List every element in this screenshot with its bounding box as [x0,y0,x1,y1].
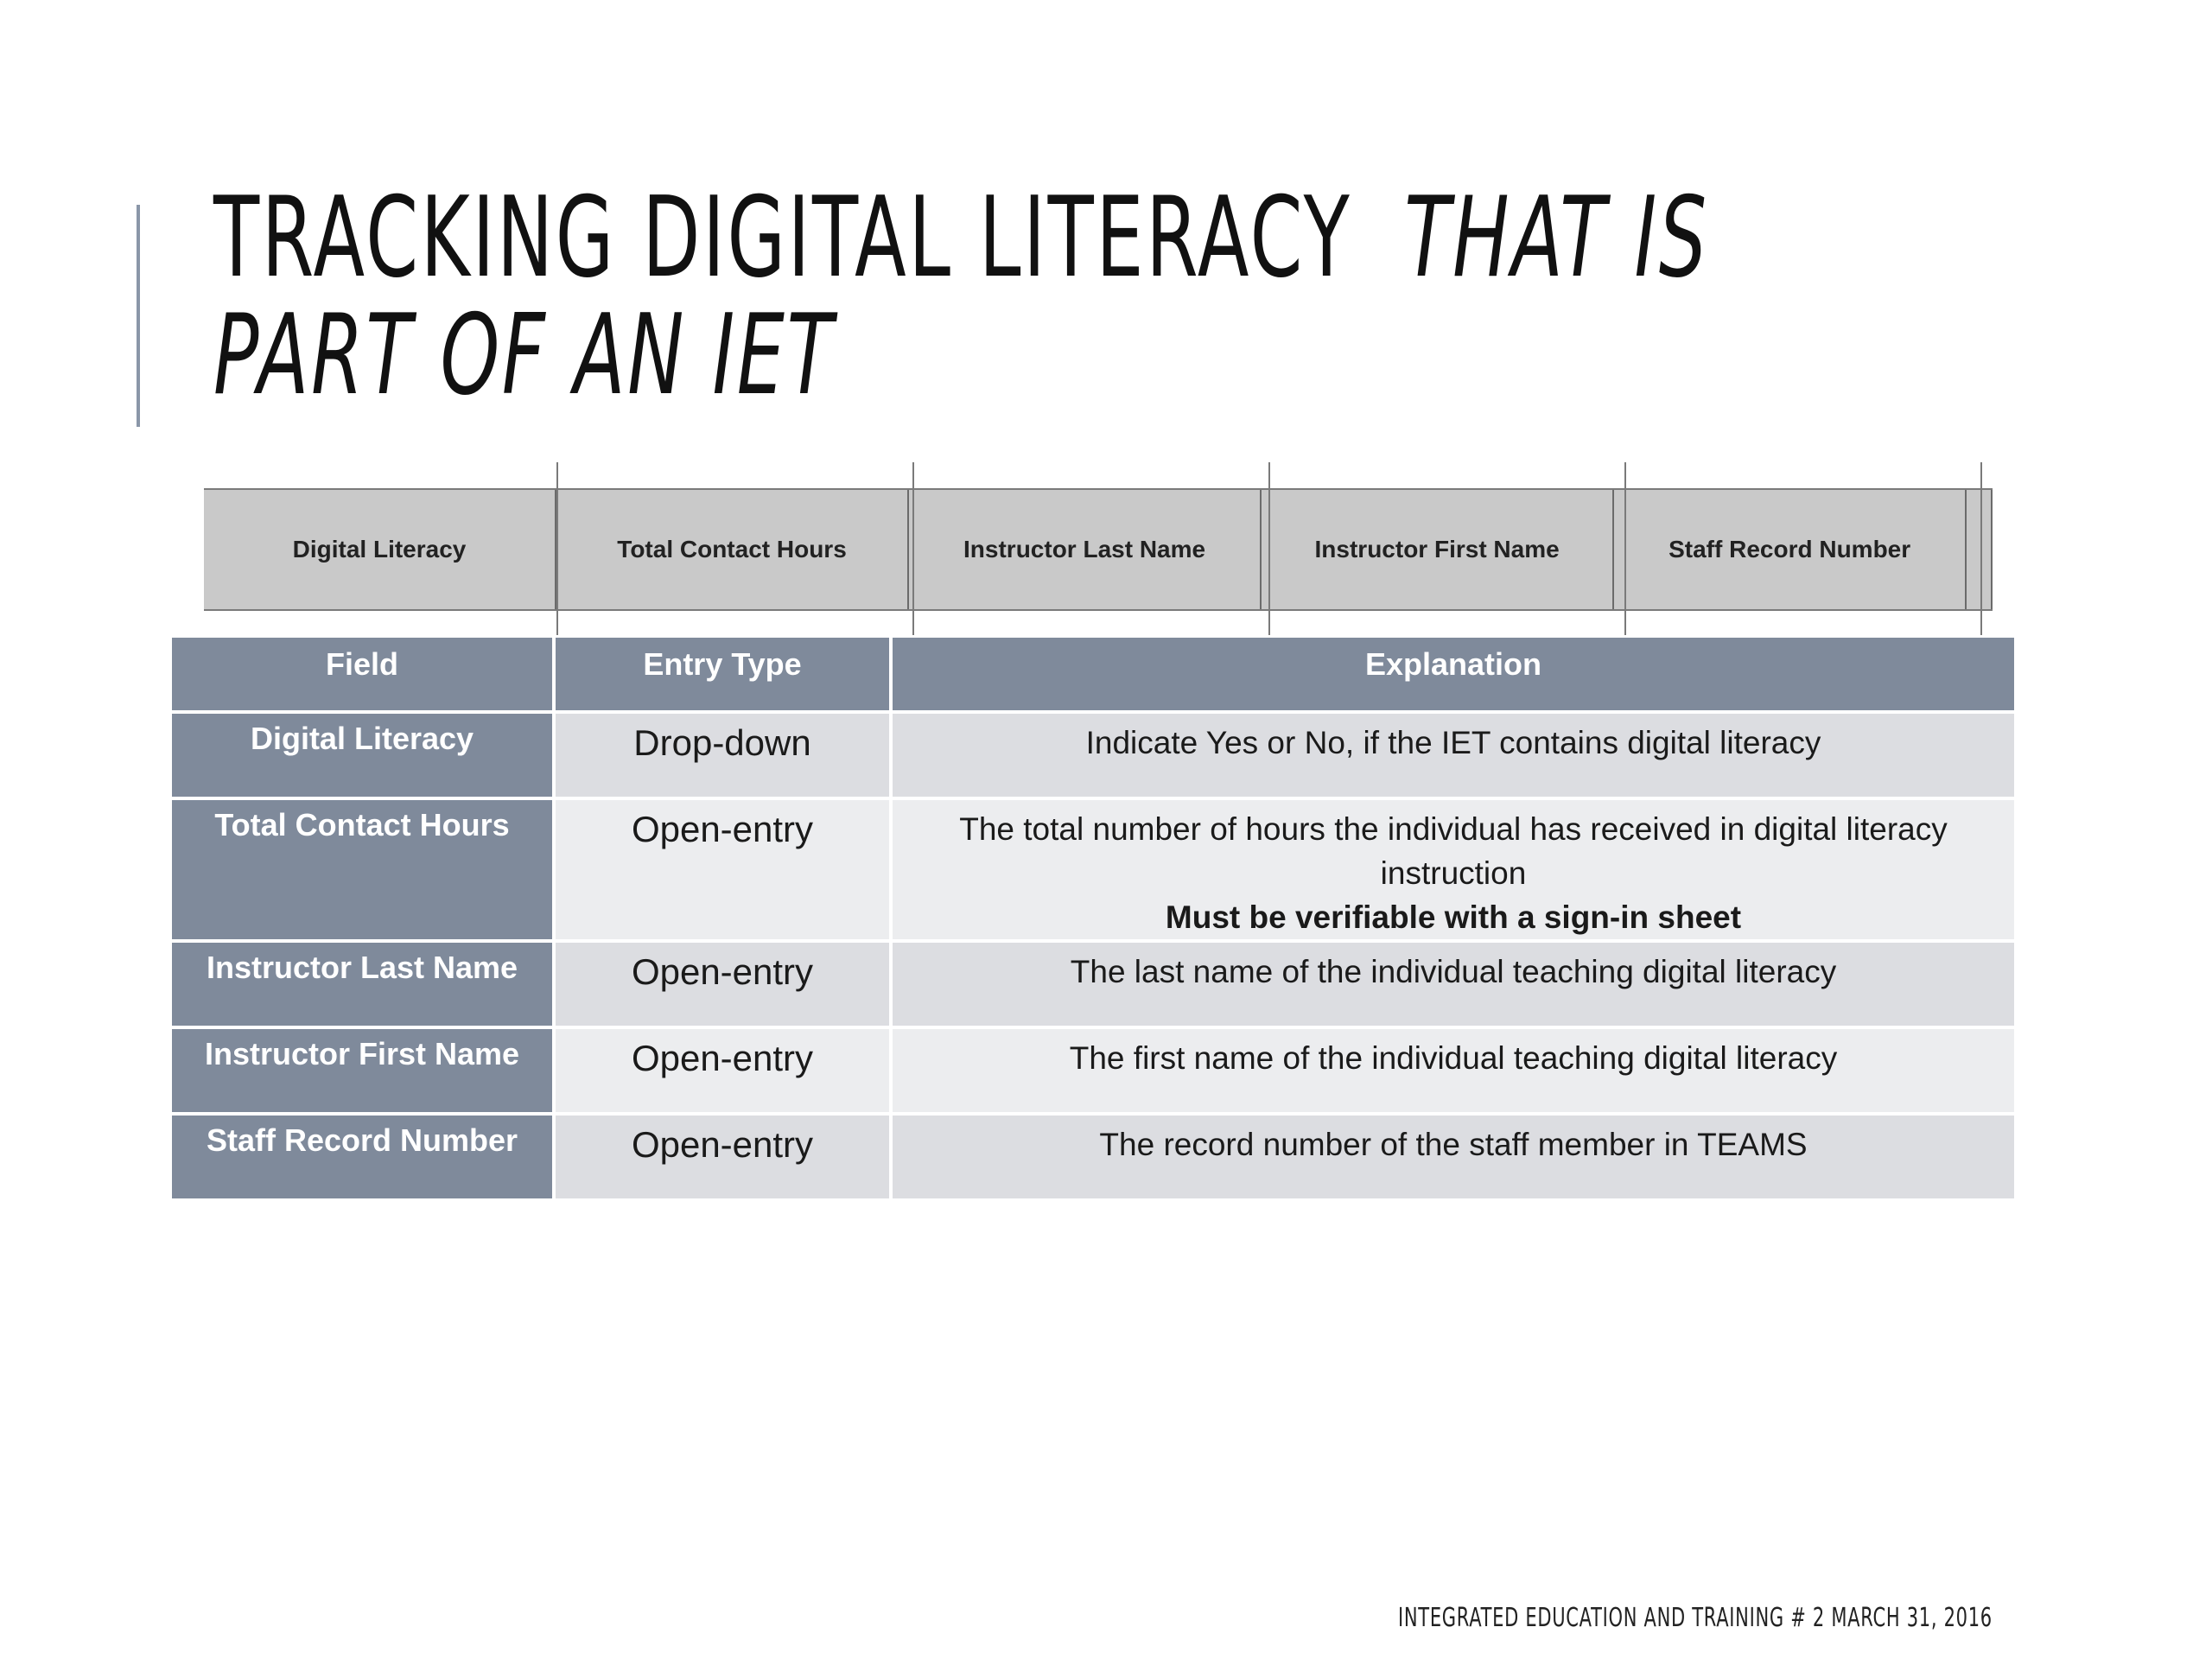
header-cell-staff-record-number: Staff Record Number [1614,490,1967,609]
header-cell-digital-literacy: Digital Literacy [204,490,556,609]
entry-type-cell: Open-entry [556,1116,889,1198]
column-tick [912,462,914,635]
explanation-cell [893,1116,2014,1198]
field-header-band [204,488,1993,611]
explanation-text: The record number of the staff member in TEAMS [1099,1127,1808,1162]
explanation-text: The last name of the individual teaching digital literacy [1070,954,1837,989]
table-row [172,1029,2014,1112]
table-row [172,1116,2014,1198]
field-cell: Staff Record Number [172,1116,552,1198]
field-cell: Instructor Last Name [172,943,552,1026]
explanation-cell [893,800,2014,939]
column-tick [1980,462,1982,635]
table-row [172,714,2014,797]
field-header-screenshot [204,462,1993,635]
title-accent-bar [137,205,140,427]
entry-type-cell: Open-entry [556,1029,889,1112]
field-cell: Instructor First Name [172,1029,552,1112]
title-italic-text: THAT IS [1404,174,1709,302]
table-header-row [172,638,2014,710]
explanation-text: The total number of hours the individual has received in digital literacy instruction [959,811,1948,891]
field-cell: Digital Literacy [172,714,552,797]
column-header-explanation: Explanation [893,638,2014,710]
entry-type-cell: Drop-down [556,714,889,797]
entry-type-cell: Open-entry [556,800,889,939]
column-tick [1268,462,1270,635]
explanation-cell [893,943,2014,1026]
explanation-text: Indicate Yes or No, if the IET contains digital literacy [1085,725,1821,760]
title-italic-text-2: PART OF AN IET [213,291,836,420]
title-plain-text: TRACKING DIGITAL LITERACY [213,174,1352,302]
title-line-2 [213,291,1506,420]
slide-footer: INTEGRATED EDUCATION AND TRAINING # 2 MARCH 31, 2016 [1398,1603,1993,1633]
column-tick [556,462,558,635]
header-cell-instructor-last-name: Instructor Last Name [909,490,1262,609]
title-line-1 [213,174,1709,302]
explanation-cell [893,714,2014,797]
header-cell-instructor-first-name: Instructor First Name [1262,490,1614,609]
verification-note: Must be verifiable with a sign-in sheet [1165,899,1742,935]
field-cell: Total Contact Hours [172,800,552,939]
column-header-field: Field [172,638,552,710]
explanation-cell [893,1029,2014,1112]
table-row [172,943,2014,1026]
column-tick [1624,462,1626,635]
table-row [172,800,2014,939]
column-header-entry-type: Entry Type [556,638,889,710]
field-definitions-table [168,634,2018,1202]
slide-title [213,174,1709,420]
explanation-text: The first name of the individual teaching digital literacy [1069,1040,1838,1076]
header-cell-total-contact-hours: Total Contact Hours [556,490,909,609]
entry-type-cell: Open-entry [556,943,889,1026]
